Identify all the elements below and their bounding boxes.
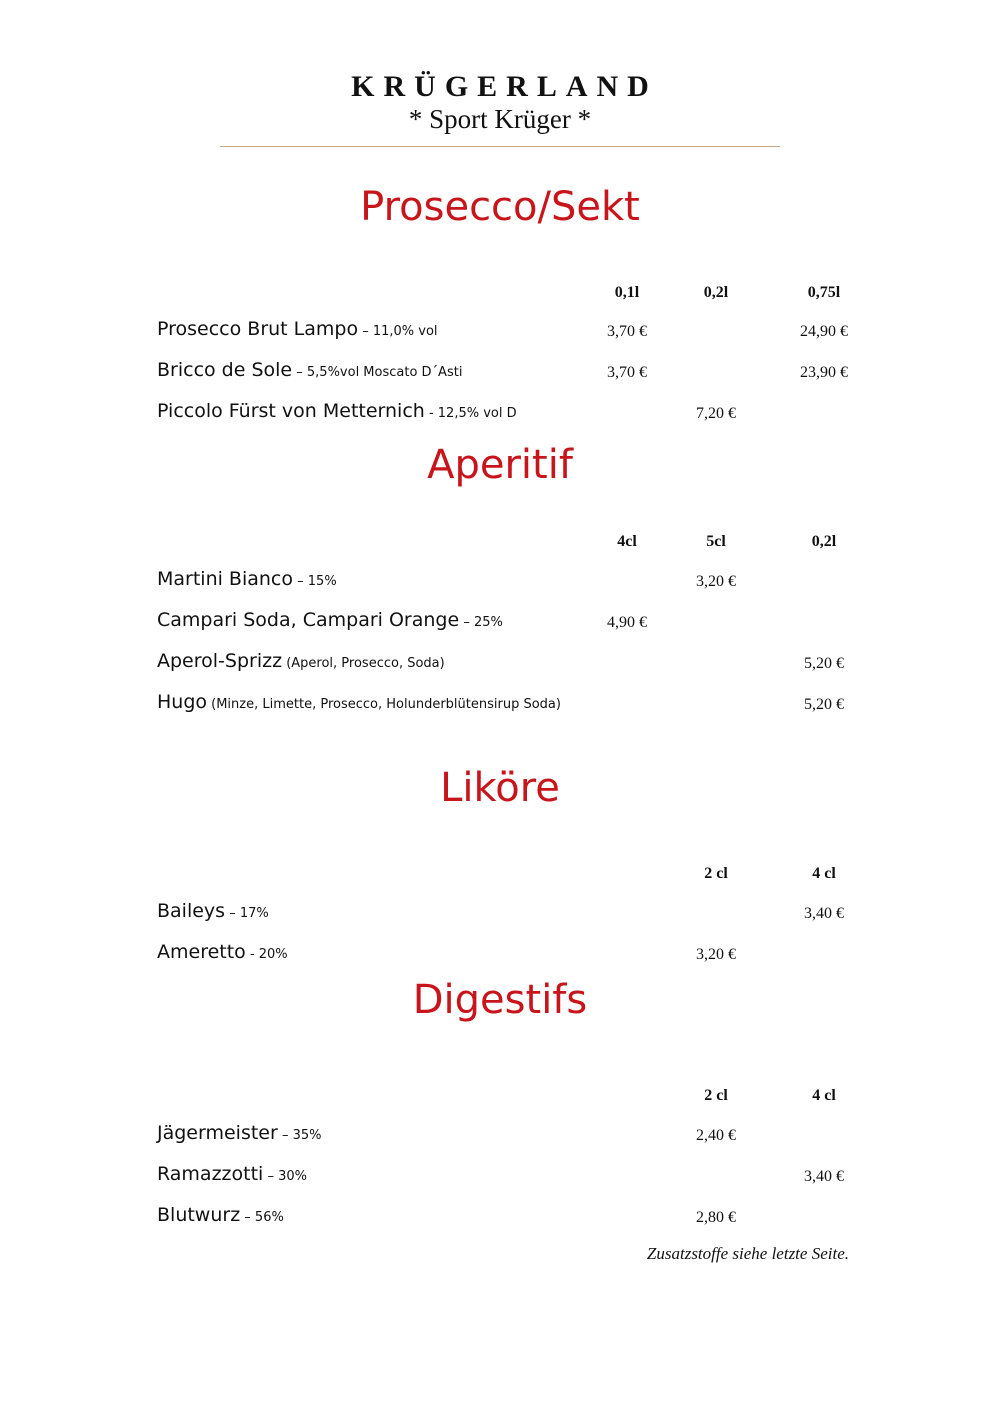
additives-footnote: Zusatzstoffe siehe letzte Seite. <box>646 1244 849 1263</box>
item-name: Aperol-Sprizz <box>157 650 283 672</box>
column-header: 5cl <box>706 533 726 550</box>
menu-item <box>157 941 288 966</box>
item-name: Piccolo Fürst von Metternich <box>157 400 425 422</box>
price: 5,20 € <box>804 696 844 713</box>
price: 3,20 € <box>696 573 736 590</box>
column-header: 4 cl <box>812 1087 836 1104</box>
price: 3,40 € <box>804 905 844 922</box>
column-header: 4 cl <box>812 865 836 882</box>
item-name: Blutwurz <box>157 1204 241 1226</box>
column-header: 0,2l <box>703 284 729 301</box>
item-meta: – 5,5%vol Moscato D´Asti <box>292 365 463 380</box>
price: 3,20 € <box>696 946 736 963</box>
item-meta: – 15% <box>293 574 337 589</box>
price: 3,40 € <box>804 1168 844 1185</box>
menu-item <box>157 359 462 384</box>
price: 24,90 € <box>800 323 848 340</box>
column-header: 0,1l <box>614 284 640 301</box>
price: 5,20 € <box>804 655 844 672</box>
menu-item <box>157 650 445 675</box>
item-name: Hugo <box>157 691 208 713</box>
item-meta: (Minze, Limette, Prosecco, Holunderblütensirup Soda) <box>207 697 561 712</box>
price: 23,90 € <box>800 364 848 381</box>
item-meta: - 12,5% vol D <box>424 406 517 421</box>
price: 7,20 € <box>696 405 736 422</box>
column-header: 2 cl <box>704 1087 728 1104</box>
header-divider <box>220 146 780 147</box>
menu-item <box>157 609 503 634</box>
menu-item <box>157 900 269 925</box>
section-title-aperitif: Aperitif <box>427 442 573 488</box>
item-name: Prosecco Brut Lampo <box>157 318 359 340</box>
item-name: Martini Bianco <box>157 568 294 590</box>
brand-subtitle: * Sport Krüger * <box>408 104 592 134</box>
price: 4,90 € <box>607 614 647 631</box>
item-meta: – 25% <box>459 615 503 630</box>
item-name: Bricco de Sole <box>157 359 293 381</box>
section-title-digestifs: Digestifs <box>412 977 588 1023</box>
price: 3,70 € <box>607 364 647 381</box>
column-header: 2 cl <box>704 865 728 882</box>
menu-item <box>157 1163 307 1188</box>
menu-item <box>157 568 337 593</box>
item-meta: - 20% <box>245 947 288 962</box>
item-meta: (Aperol, Prosecco, Soda) <box>282 656 445 671</box>
brand-name: KRÜGERLAND <box>351 70 658 103</box>
item-name: Ameretto <box>157 941 246 963</box>
menu-item <box>157 400 517 425</box>
price: 2,40 € <box>696 1127 736 1144</box>
item-meta: – 30% <box>263 1169 307 1184</box>
column-header: 0,75l <box>807 284 841 301</box>
item-name: Jägermeister <box>157 1122 278 1144</box>
menu-item <box>157 1122 321 1147</box>
menu-item <box>157 318 438 343</box>
item-name: Campari Soda, Campari Orange <box>157 609 460 631</box>
item-meta: – 11,0% vol <box>358 324 438 339</box>
item-meta: – 56% <box>240 1210 284 1225</box>
item-name: Ramazzotti <box>157 1163 264 1185</box>
column-header: 4cl <box>617 533 637 550</box>
price: 3,70 € <box>607 323 647 340</box>
section-title-likoere: Liköre <box>440 765 560 811</box>
column-header: 0,2l <box>811 533 837 550</box>
section-title-prosecco-sekt: Prosecco/Sekt <box>360 184 640 230</box>
item-name: Baileys <box>157 900 226 922</box>
menu-item <box>157 691 561 716</box>
item-meta: – 35% <box>277 1128 322 1143</box>
price: 2,80 € <box>696 1209 736 1226</box>
menu-item <box>157 1204 284 1229</box>
item-meta: – 17% <box>225 906 269 921</box>
